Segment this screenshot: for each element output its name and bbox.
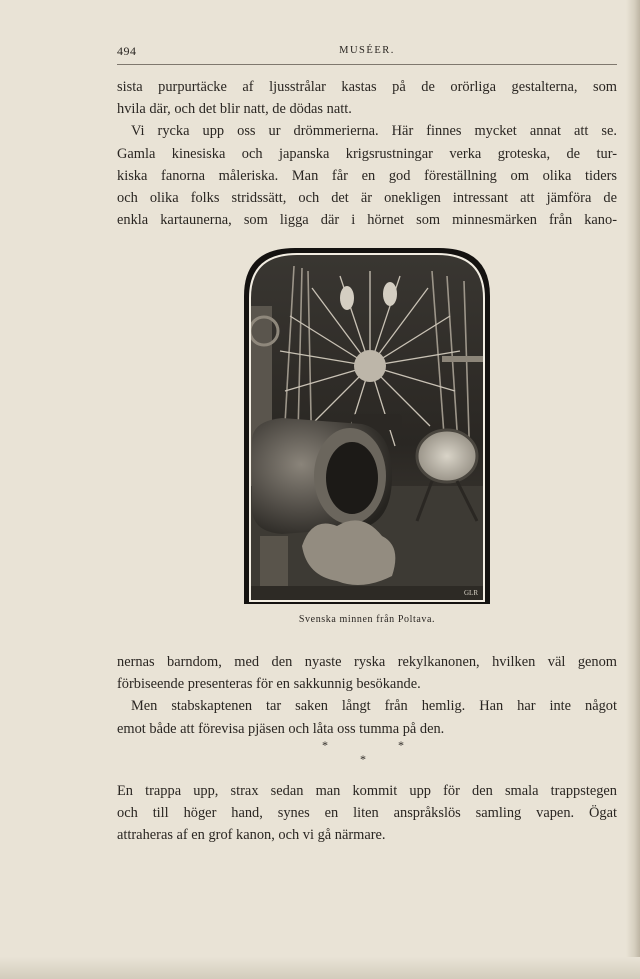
text-line: sista purpurtäcke af ljusstrålar kastas på de orörliga gestalterna, som <box>117 79 617 95</box>
text-line: En trappa upp, strax sedan man kommit upp för den smala trappstegen <box>117 783 617 799</box>
text-line: emot både att förevisa pjäsen och låta oss tumma på den. <box>117 720 445 737</box>
text-line: attraheras af en grof kanon, och vi gå närmare. <box>117 827 386 844</box>
paragraph-middle <box>117 651 617 740</box>
text-line: nernas barndom, med den nyaste ryska rekylkanonen, hvilken väl genom <box>117 654 617 670</box>
text-line: förbiseende presenteras för en sakkunnig besökande. <box>117 676 421 693</box>
section-break <box>117 738 617 772</box>
photograph-swedish-relics <box>242 246 492 606</box>
asterisk: * <box>360 752 366 766</box>
text-line: och till höger hand, synes en liten anspråkslös samling vapen. Ögat <box>117 805 617 822</box>
asterisk: * <box>398 738 404 752</box>
text-line: Gamla kinesiska och japanska krigsrustningar verka groteska, de tur- <box>117 145 617 162</box>
header-rule <box>117 64 617 65</box>
asterisk: * <box>322 738 328 752</box>
page-bottom-edge <box>0 957 640 979</box>
paragraph-top <box>117 76 617 231</box>
page-number: 494 <box>117 44 137 58</box>
photographer-signature: GLR <box>464 589 478 597</box>
text-line: och olika folks stridssätt, och det är onekligen intressant att jämföra de <box>117 189 617 206</box>
figure-caption: Svenska minnen från Poltava. <box>298 614 436 625</box>
text-line: kiska fanorna måleriska. Man får en god föreställning om olika tiders <box>117 167 617 184</box>
page-gutter <box>626 0 640 979</box>
page-header <box>117 44 617 64</box>
text-line: Vi rycka upp oss ur drömmerierna. Här finnes mycket annat att se. <box>131 123 617 140</box>
text-line: Men stabskaptenen tar saken långt från hemlig. Han har inte något <box>131 698 617 715</box>
text-line: enkla kartaunerna, som ligga där i hörnet som minnesmärken från kano- <box>117 212 617 229</box>
text-line: hvila där, och det blir natt, de dödas natt. <box>117 101 352 118</box>
paragraph-bottom <box>117 780 617 847</box>
running-head: MUSÉER. <box>339 45 395 56</box>
